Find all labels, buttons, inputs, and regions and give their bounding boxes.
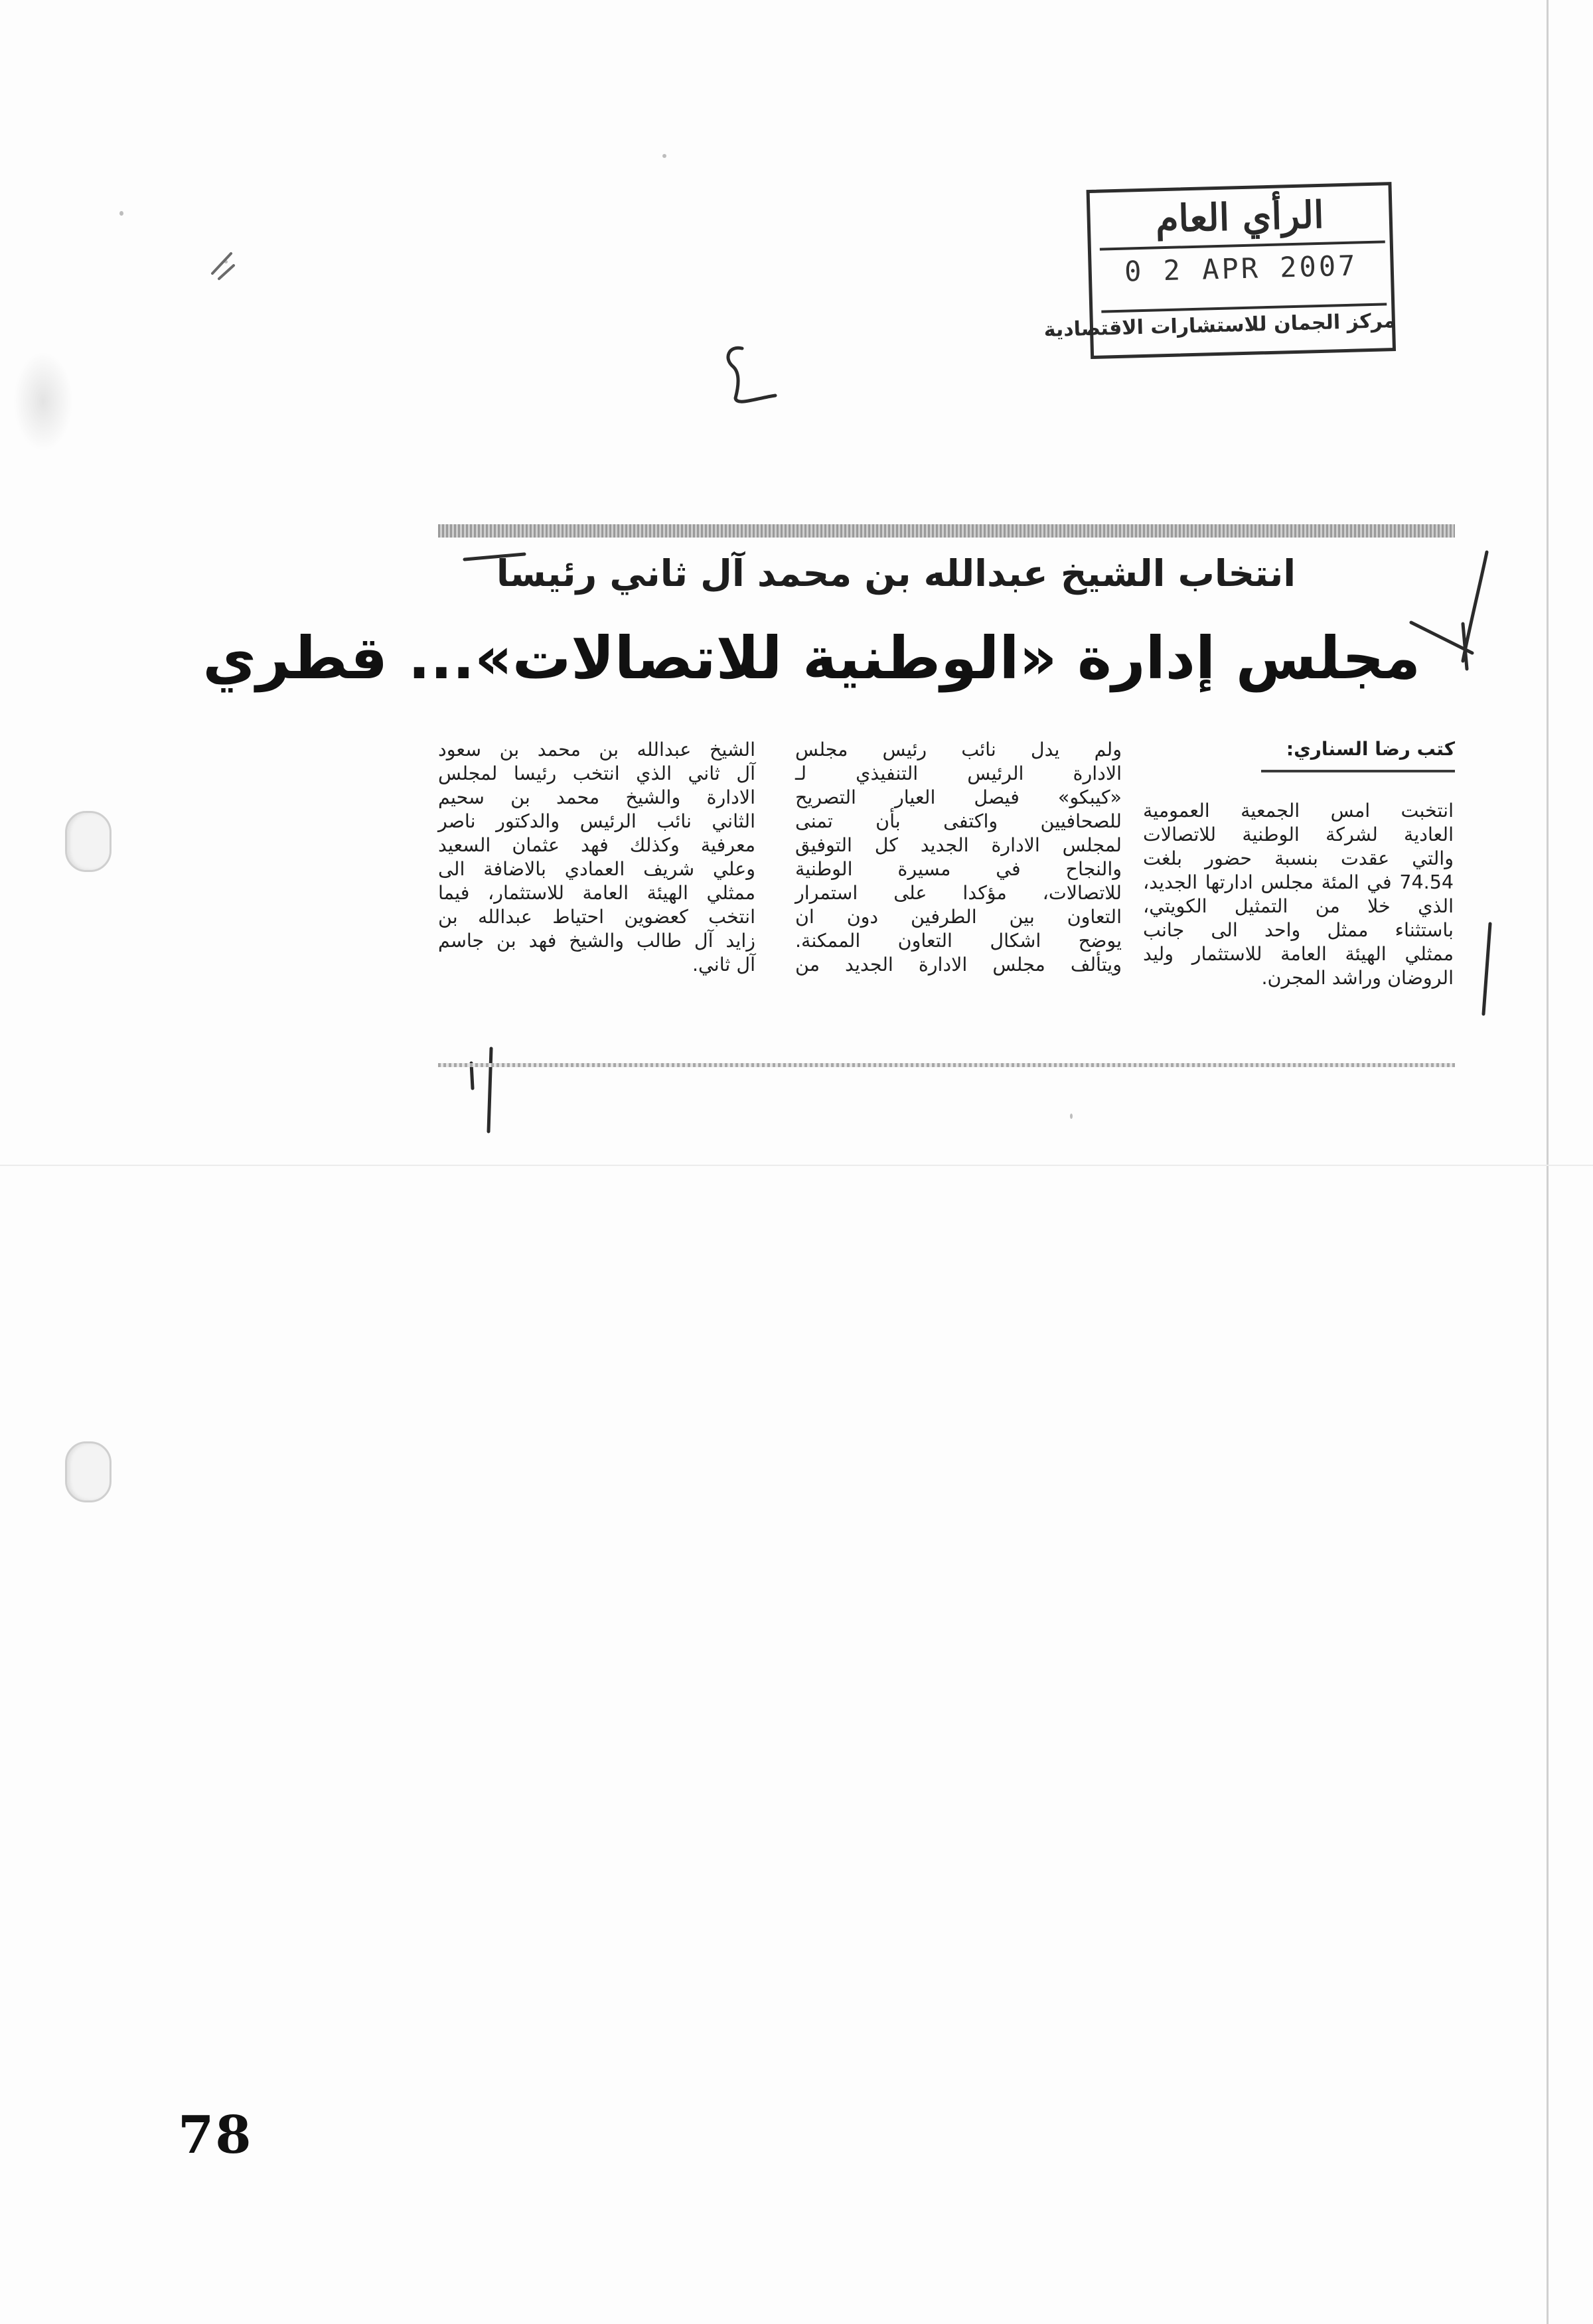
- speck: [224, 260, 228, 263]
- page-edge-line: [1547, 0, 1549, 2324]
- article-column-middle: [795, 738, 1122, 977]
- column-line: انتخبت امس الجمعية العمومية: [1143, 800, 1454, 822]
- smudge-mark: [13, 352, 73, 451]
- clipping-top-band: [438, 524, 1455, 538]
- column-line: انتخب كعضوين احتياط عبدالله بن: [438, 906, 755, 928]
- column-line: آل ثاني.: [692, 954, 755, 976]
- column-line: الشيخ عبدالله بن محمد بن سعود: [438, 739, 755, 761]
- byline-rule: [1261, 770, 1455, 772]
- page-number: 78: [178, 2105, 253, 2165]
- pen-tick-vertical: [1463, 624, 1467, 669]
- column-line: الادارة الرئيس التنفيذي لـ: [795, 763, 1122, 784]
- speck: [662, 154, 666, 158]
- speck: [119, 211, 123, 216]
- column-line: معرفية وكذلك فهد عثمان السعيد: [438, 834, 755, 856]
- handwritten-note-mark-path: [728, 348, 775, 401]
- column-line: ممثلي الهيئة العامة للاستثمار وليد: [1143, 943, 1454, 965]
- column-line: ممثلي الهيئة العامة للاستثمار، فيما: [438, 882, 755, 904]
- column-line: للصحافيين واكتفى بأن تمنى: [795, 810, 1122, 832]
- column-line: الذي خلا من التمثيل الكويتي،: [1143, 895, 1454, 917]
- column-line: للاتصالات، مؤكدا على استمرار: [795, 882, 1122, 904]
- pen-margin-line: [1483, 924, 1490, 1014]
- stamp-date: 0 2 APR 2007: [1124, 249, 1359, 288]
- fold-line: [0, 1165, 1593, 1166]
- article-subheadline: انتخاب الشيخ عبدالله بن محمد آل ثاني رئيسا: [496, 552, 1296, 595]
- column-line: الروضان وراشد المجرن.: [1261, 967, 1454, 989]
- column-line: يوضح اشكال التعاون الممكنة.: [795, 930, 1122, 952]
- column-line: زايد آل طالب والشيخ فهد بن جاسم: [438, 930, 755, 952]
- column-line: وعلي شريف العمادي بالاضافة الى: [438, 858, 755, 880]
- column-line: 74.54 في المئة مجلس ادارتها الجديد،: [1143, 871, 1454, 893]
- column-line: الثاني نائب الرئيس والدكتور ناصر: [438, 810, 755, 832]
- stamp-publication-name: الرأي العام: [1154, 192, 1325, 242]
- column-line: باستثناء ممثل واحد الى جانب: [1143, 919, 1454, 941]
- punch-hole-bottom: [65, 1441, 112, 1502]
- archive-stamp: [1043, 182, 1400, 369]
- article-headline: مجلس إدارة «الوطنية للاتصالات»... قطري: [202, 624, 1420, 692]
- article-byline: كتب رضا السناري:: [1286, 738, 1455, 760]
- column-line: العادية لشركة الوطنية للاتصالات: [1143, 824, 1454, 845]
- column-line: والنجاح في مسيرة الوطنية: [795, 858, 1122, 880]
- column-line: الادارة والشيخ محمد بن سحيم: [438, 786, 755, 808]
- stamp-center-name: مركز الجمان للاستشارات الاقتصادية: [1043, 309, 1397, 342]
- pen-tick-slash: [1463, 552, 1487, 661]
- column-line: ويتألف مجلس الادارة الجديد من: [795, 954, 1122, 976]
- column-line: لمجلس الادارة الجديد كل التوفيق: [795, 834, 1122, 856]
- column-line: «كيبكو» فيصل العيار التصريح: [795, 786, 1122, 808]
- pen-scratch: [219, 265, 234, 279]
- clipping-bottom-band: [438, 1063, 1455, 1067]
- column-line: ولم يدل نائب رئيس مجلس: [795, 739, 1122, 761]
- pen-scratch: [212, 254, 231, 273]
- column-line: والتي عقدت بنسبة حضور بلغت: [1143, 847, 1454, 869]
- article-column-left: [438, 738, 755, 977]
- column-line: آل ثاني الذي انتخب رئيسا لمجلس: [438, 763, 755, 784]
- column-line: التعاون بين الطرفين دون ان: [795, 906, 1122, 928]
- speck: [1070, 1114, 1073, 1119]
- punch-hole-top: [65, 811, 112, 872]
- article-column-right: [1143, 799, 1454, 990]
- newspaper-clipping: [202, 524, 1455, 1068]
